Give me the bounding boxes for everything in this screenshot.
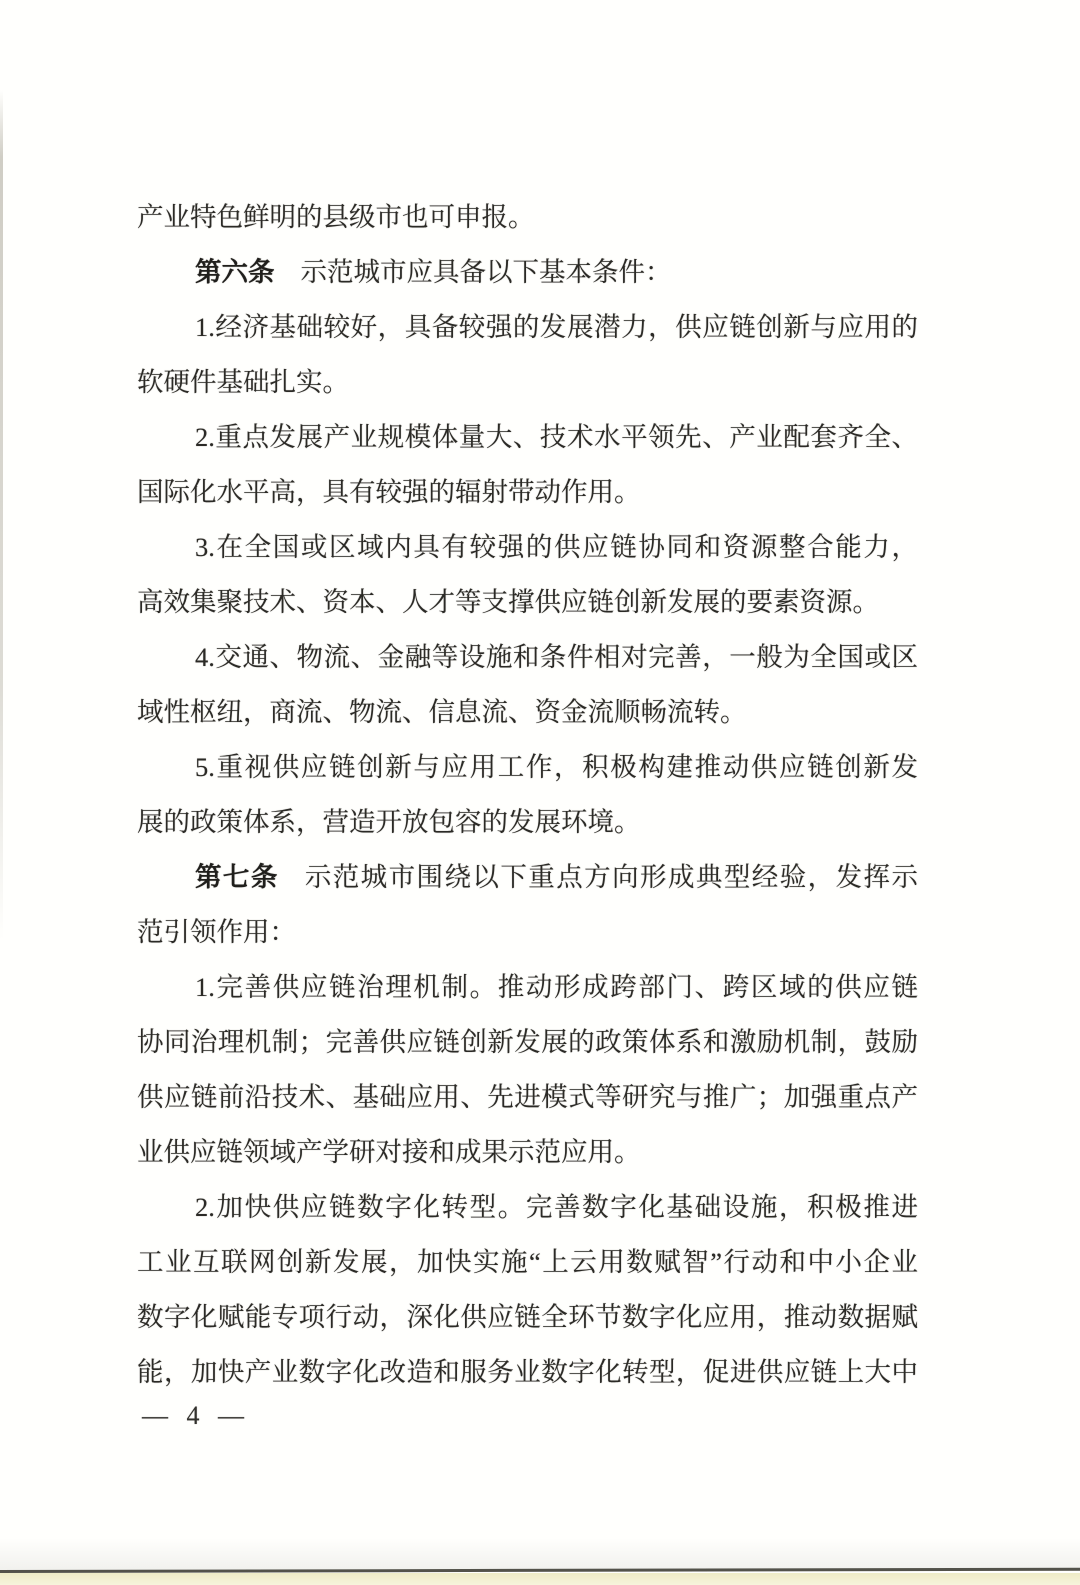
article-heading-line — [137, 245, 918, 300]
document-body — [137, 190, 918, 1400]
page-bottom-edge-strip — [0, 1573, 1080, 1585]
body-line: 协同治理机制；完善供应链创新发展的政策体系和激励机制，鼓励 — [137, 1027, 918, 1057]
article-six-text: 示范城市应具备以下基本条件： — [300, 257, 672, 287]
body-line: 高效集聚技术、资本、人才等支撑供应链创新发展的要素资源。 — [137, 587, 879, 617]
body-line: 1.完善供应链治理机制。推动形成跨部门、跨区域的供应链 — [195, 972, 918, 1002]
body-line: 范引领作用： — [137, 917, 296, 947]
body-line: 1.经济基础较好，具备较强的发展潜力，供应链创新与应用的 — [195, 312, 918, 342]
body-line: 2.重点发展产业规模体量大、技术水平领先、产业配套齐全、 — [195, 422, 918, 452]
article-heading-line — [137, 850, 918, 905]
body-line: 数字化赋能专项行动，深化供应链全环节数字化应用，推动数据赋 — [137, 1302, 918, 1332]
body-line: 5.重视供应链创新与应用工作，积极构建推动供应链创新发 — [195, 752, 918, 782]
body-line: 3.在全国或区域内具有较强的供应链协同和资源整合能力， — [195, 532, 918, 562]
page-number: — 4 — — [142, 1401, 244, 1430]
body-line: 2.加快供应链数字化转型。完善数字化基础设施，积极推进 — [195, 1192, 918, 1222]
article-seven-label: 第七条 — [195, 862, 279, 892]
body-line: 4.交通、物流、金融等设施和条件相对完善，一般为全国或区 — [195, 642, 918, 672]
body-line: 展的政策体系，营造开放包容的发展环境。 — [137, 807, 641, 837]
body-line: 能，加快产业数字化改造和服务业数字化转型，促进供应链上大中 — [137, 1357, 918, 1387]
body-line: 产业特色鲜明的县级市也可申报。 — [137, 202, 535, 232]
body-line: 软硬件基础扎实。 — [137, 367, 349, 397]
body-line: 国际化水平高，具有较强的辐射带动作用。 — [137, 477, 641, 507]
body-line: 工业互联网创新发展，加快实施“上云用数赋智”行动和中小企业 — [137, 1247, 918, 1277]
article-six-label: 第六条 — [195, 257, 275, 287]
scan-left-edge-shadow — [0, 90, 3, 940]
scan-bottom-shade — [0, 1538, 1080, 1571]
body-line: 域性枢纽，商流、物流、信息流、资金流顺畅流转。 — [137, 697, 747, 727]
body-line: 供应链前沿技术、基础应用、先进模式等研究与推广；加强重点产 — [137, 1082, 918, 1112]
article-seven-text: 示范城市围绕以下重点方向形成典型经验，发挥示 — [304, 862, 918, 892]
body-line: 业供应链领域产学研对接和成果示范应用。 — [137, 1137, 641, 1167]
